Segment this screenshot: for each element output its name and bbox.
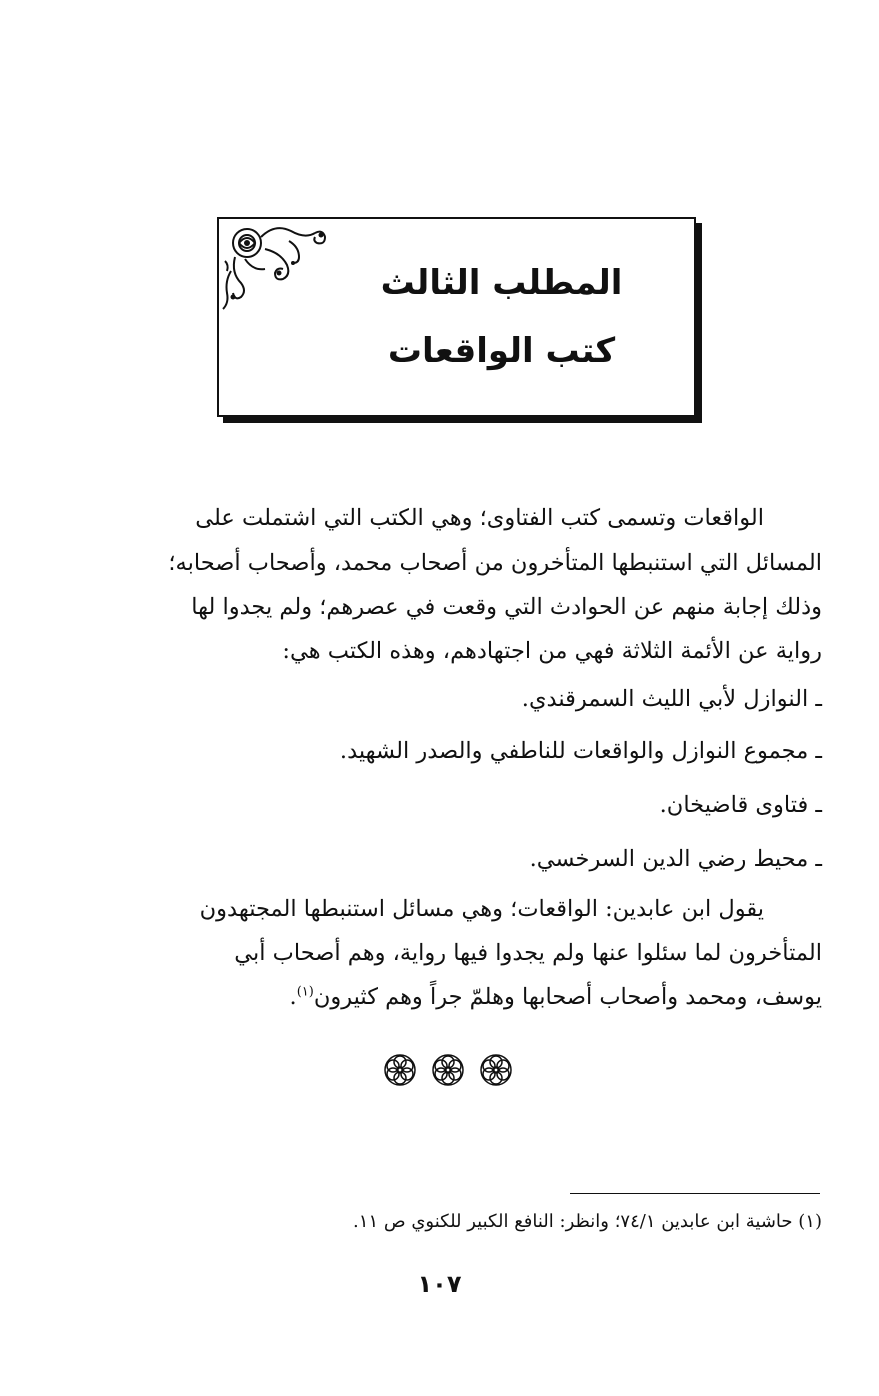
paragraph-line: يقول ابن عابدين: الواقعات؛ وهي مسائل استنبطها المجتهدون bbox=[199, 896, 764, 922]
footnote-divider bbox=[570, 1193, 820, 1194]
rosette-icon bbox=[479, 1053, 513, 1087]
sentence-period: . bbox=[289, 984, 297, 1010]
list-item: ـ النوازل لأبي الليث السمرقندي. bbox=[521, 686, 822, 712]
paragraph-line: رواية عن الأئمة الثلاثة فهي من اجتهادهم، وهذه الكتب هي: bbox=[282, 638, 822, 664]
paragraph-line: الواقعات وتسمى كتب الفتاوى؛ وهي الكتب التي اشتملت على bbox=[195, 505, 764, 531]
rosette-icon bbox=[431, 1053, 465, 1087]
paragraph-line: المسائل التي استنبطها المتأخرون من أصحاب محمد، وأصحاب أصحابه؛ bbox=[168, 550, 822, 576]
section-heading: المطلب الثالث bbox=[380, 263, 623, 303]
list-item: ـ مجموع النوازل والواقعات للناطفي والصدر الشهيد. bbox=[339, 738, 822, 764]
paragraph-text: يوسف، ومحمد وأصحاب أصحابها وهلمّ جراً وهم كثيرون bbox=[313, 984, 822, 1010]
footnote-reference: (١) bbox=[296, 984, 314, 1000]
section-separator bbox=[383, 1053, 513, 1089]
paragraph-line bbox=[290, 984, 822, 1010]
footnote: (١) حاشية ابن عابدين ٧٤/١؛ وانظر: النافع الكبير للكنوي ص ١١. bbox=[353, 1211, 822, 1232]
list-item: ـ محيط رضي الدين السرخسي. bbox=[529, 846, 822, 872]
section-subheading: كتب الواقعات bbox=[387, 331, 616, 371]
paragraph-line: وذلك إجابة منهم عن الحوادث التي وقعت في عصرهم؛ ولم يجدوا لها bbox=[191, 594, 822, 620]
list-item: ـ فتاوى قاضيخان. bbox=[659, 792, 822, 818]
paragraph-line: المتأخرون لما سئلوا عنها ولم يجدوا فيها رواية، وهم أصحاب أبي bbox=[234, 940, 822, 966]
chapter-title-box bbox=[217, 217, 696, 417]
rosette-icon bbox=[383, 1053, 417, 1087]
page-number: ١٠٧ bbox=[417, 1270, 462, 1298]
